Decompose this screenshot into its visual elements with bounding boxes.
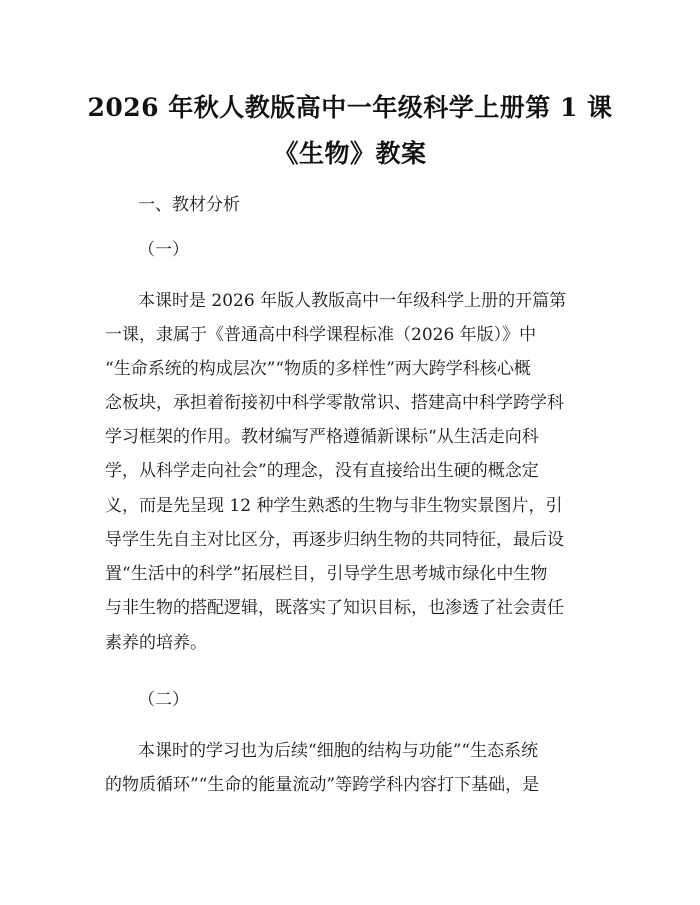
paragraph-2-line-2: 的物质循环”“生命的能量流动”等跨学科内容打下基础，是 — [105, 775, 540, 795]
paragraph-1-line-5: 学习框架的作用。教材编写严格遵循新课标“从生活走向科 — [105, 427, 539, 447]
paragraph-1-line-6: 学，从科学走向社会”的理念，没有直接给出生硬的概念定 — [105, 461, 539, 481]
paragraph-1-line-8: 导学生先自主对比区分，再逐步归纳生物的共同特征，最后设 — [105, 530, 564, 550]
paragraph-1-line-7: 义，而是先呈现 12 种学生熟悉的生物与非生物实景图片，引 — [105, 496, 563, 516]
subsection-heading-2: （二） — [138, 690, 189, 710]
paragraph-1-line-2: 一课，隶属于《普通高中科学课程标准（2026 年版）》中 — [105, 325, 537, 345]
document-title-line-1: 2026 年秋人教版高中一年级科学上册第 1 课 — [87, 93, 613, 122]
document-title-line-2: 《生物》教案 — [273, 139, 427, 168]
paragraph-1-line-11: 素养的培养。 — [105, 633, 207, 653]
paragraph-1-line-9: 置“生活中的科学”拓展栏目，引导学生思考城市绿化中生物 — [105, 564, 548, 584]
section-heading: 一、教材分析 — [138, 195, 240, 215]
paragraph-2-line-1: 本课时的学习也为后续“细胞的结构与功能”“生态系统 — [138, 741, 539, 761]
subsection-heading-1: （一） — [138, 240, 189, 260]
paragraph-1-line-1: 本课时是 2026 年版人教版高中一年级科学上册的开篇第 — [138, 291, 567, 311]
paragraph-1-line-3: “生命系统的构成层次”“物质的多样性”两大跨学科核心概 — [105, 359, 531, 379]
paragraph-1-line-4: 念板块，承担着衔接初中科学零散常识、搭建高中科学跨学科 — [105, 393, 564, 413]
paragraph-1-line-10: 与非生物的搭配逻辑，既落实了知识目标，也渗透了社会责任 — [105, 598, 564, 618]
